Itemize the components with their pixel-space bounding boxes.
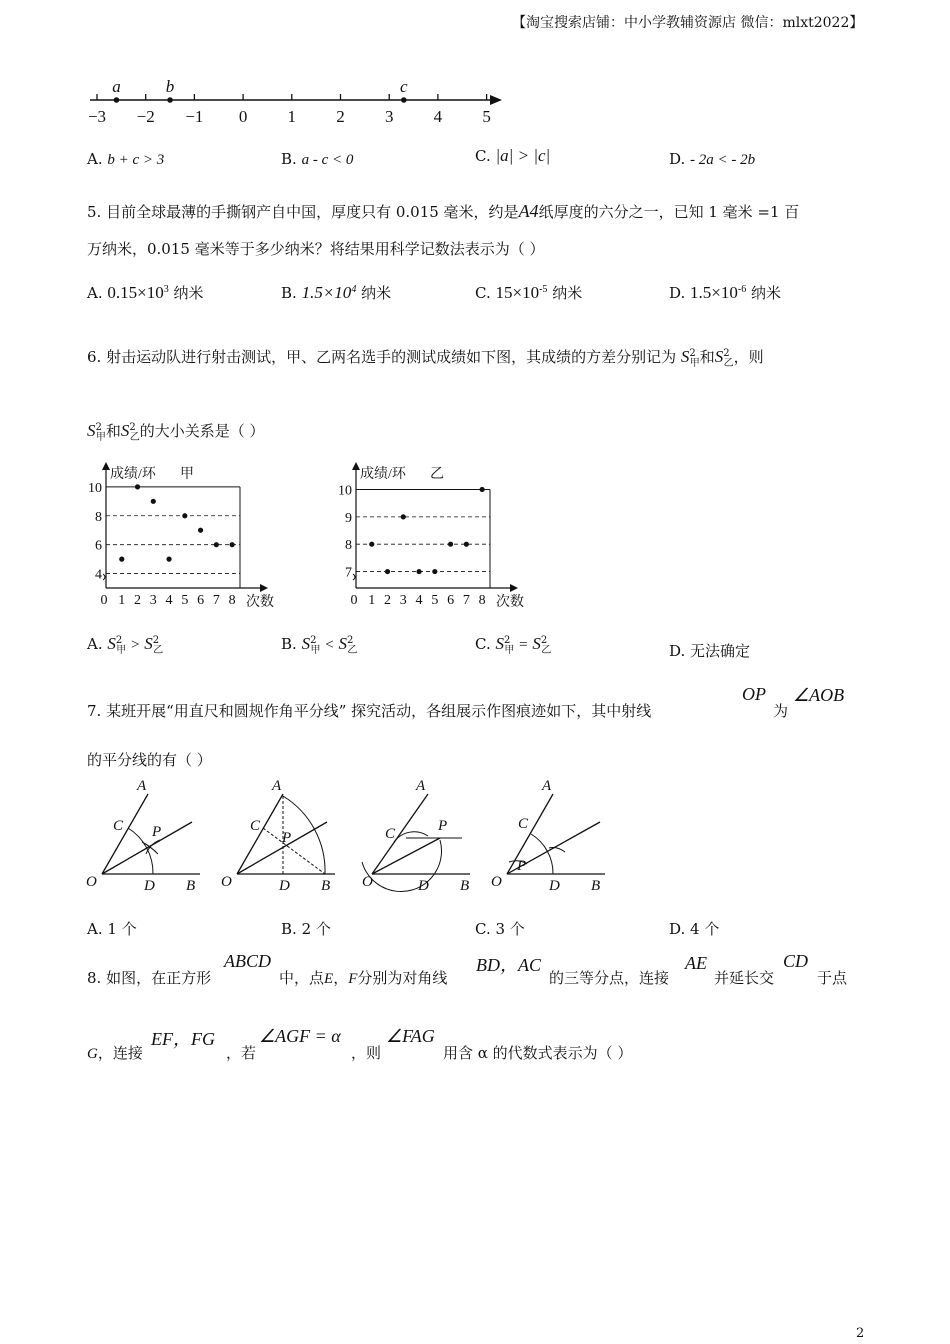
chart-x-tick-label: 0	[100, 593, 108, 608]
page-number: 2	[856, 1326, 865, 1341]
chart-x-tick-label: 8	[228, 593, 236, 608]
q8-p10: 用含 α 的代数式表示为（ ）	[443, 1044, 633, 1062]
number-line-point-a	[114, 97, 120, 103]
chart-y-label: 成绩/环	[360, 467, 406, 482]
svg-text:A: A	[272, 778, 282, 794]
chart-x-tick-label: 6	[197, 593, 205, 608]
chart-y-tick-label: 8	[345, 538, 352, 554]
chart-point	[448, 542, 453, 547]
number-line-tick-label: 4	[433, 107, 443, 126]
q6-option-b: B. $S^2_甲 < S^2_乙$	[281, 634, 358, 656]
number-line-tick-label: 1	[287, 107, 297, 126]
svg-text:P: P	[282, 830, 292, 846]
chart-x-tick-label: 4	[415, 593, 423, 608]
number-line-tick-label: 0	[238, 107, 248, 126]
q6-line1: 6. 射击运动队进行射击测试，甲、乙两名选手的测试成绩如下图，其成绩的方差分别记为 $S^2_甲$和$S^2_乙$，则	[87, 347, 764, 369]
svg-text:D: D	[279, 878, 290, 894]
q5-line1: 5. 目前全球最薄的手撕钢产自中国，厚度只有 0.015 毫米，约是A4纸厚度的六分之一，已知 1 毫米 =1 百	[87, 201, 800, 221]
chart-x-tick-label: 4	[165, 593, 173, 608]
chart-point	[182, 513, 187, 518]
svg-text:D: D	[418, 878, 429, 894]
number-line	[80, 78, 520, 128]
q8-p1: 8. 如图，在正方形	[87, 969, 212, 987]
q8-ae: AE	[685, 953, 707, 973]
chart-y-tick-label: 7	[345, 565, 352, 581]
q4-option-b-expr: a - c < 0	[301, 152, 354, 168]
q4-option-a-expr: b + c > 3	[107, 152, 165, 168]
q8-p6: 于点	[817, 969, 848, 987]
svg-text:O: O	[362, 874, 373, 890]
chart-y-arrow	[102, 462, 110, 470]
chart-y-tick-label: 8	[95, 509, 102, 525]
svg-text:C: C	[518, 816, 529, 832]
chart-title: 乙	[430, 467, 444, 482]
q8-diagonals: BD，AC	[476, 955, 541, 975]
number-line-tick-label: 3	[384, 107, 394, 126]
number-line-tick-label: −3	[87, 107, 107, 126]
chart-title: 甲	[180, 467, 194, 482]
chart-point	[230, 542, 235, 547]
chart-x-tick-label: 2	[134, 593, 142, 608]
number-line-tick-label: −2	[136, 107, 155, 126]
chart-y-tick-label: 4	[95, 567, 102, 583]
number-line-tick-label: −1	[185, 107, 204, 126]
svg-text:P: P	[517, 858, 527, 874]
q6-line2: $S^2_甲$和$S^2_乙$的大小关系是（ ）	[87, 421, 265, 443]
chart-jia	[80, 458, 290, 613]
chart-x-tick-label: 0	[350, 593, 358, 608]
q7-figure-4	[491, 778, 605, 894]
q7-option-d: D. 4 个	[669, 920, 720, 938]
svg-text:B: B	[460, 878, 470, 894]
q8-p5: 并延长交	[714, 969, 775, 987]
chart-x-tick-label: 3	[399, 593, 407, 608]
svg-text:C: C	[385, 826, 396, 842]
chart-x-tick-label: 3	[149, 593, 157, 608]
svg-text:D: D	[144, 878, 155, 894]
number-line-ticks	[88, 94, 491, 126]
chart-axis-break	[353, 574, 355, 580]
chart-point	[135, 484, 140, 489]
chart-x-tick-label: 7	[462, 593, 470, 608]
q5-option-a: A. $0.15\times 10^3$ 纳米	[87, 283, 204, 302]
number-line-point-b	[167, 97, 173, 103]
q5-option-d: D. $1.5\times 10^{-6}$ 纳米	[669, 283, 782, 302]
chart-point	[214, 542, 219, 547]
chart-yi	[330, 458, 540, 613]
svg-text:A: A	[416, 778, 426, 794]
q8-p7: G，连接	[87, 1044, 143, 1062]
q4-option-a: A. b + c > 3	[87, 150, 165, 168]
chart-x-arrow	[510, 584, 518, 592]
chart-point	[480, 487, 485, 492]
chart-point	[166, 557, 171, 562]
svg-text:O: O	[86, 874, 97, 890]
chart-x-arrow	[260, 584, 268, 592]
svg-text:B: B	[321, 878, 331, 894]
number-line-arrow	[490, 95, 502, 105]
svg-text:O: O	[491, 874, 502, 890]
q5-option-c: C. $15\times 10^{-5}$ 纳米	[475, 283, 583, 302]
q4-option-d: D. - 2a < - 2b	[669, 150, 756, 168]
page-header: 【淘宝搜索店铺：中小学教辅资源店 微信：mlxt2022】	[512, 15, 864, 31]
q8-p2: 中，点E，F分别为对角线	[279, 969, 448, 987]
q6-option-d: D. 无法确定	[669, 642, 751, 660]
svg-text:C: C	[113, 818, 124, 834]
number-line-points	[112, 78, 408, 103]
chart-x-tick-label: 5	[181, 593, 189, 608]
number-line-tick-label: 2	[336, 107, 345, 126]
q7-for: 为	[773, 702, 789, 720]
chart-point	[432, 569, 437, 574]
q4-option-c: C. |a| > |c|	[475, 146, 551, 165]
q8-square: ABCD	[224, 951, 271, 971]
chart-point	[369, 542, 374, 547]
chart-y-label: 成绩/环	[110, 467, 156, 482]
svg-text:C: C	[250, 818, 261, 834]
chart-point	[385, 569, 390, 574]
q5-option-b: B. $1.5\times 10^4$ 纳米	[281, 283, 392, 302]
q7-figures	[80, 776, 620, 896]
number-line-point-label: a	[112, 78, 121, 96]
q7-ray: OP	[742, 684, 766, 704]
q7-line2: 的平分线的有（ ）	[87, 751, 212, 769]
chart-axis-break	[103, 574, 105, 580]
number-line-point-label: c	[400, 78, 408, 96]
q8-p9: ，则	[351, 1044, 382, 1062]
chart-y-tick-label: 6	[95, 538, 102, 554]
chart-y-tick-label: 10	[338, 483, 352, 499]
chart-x-tick-label: 6	[447, 593, 455, 608]
chart-x-tick-label: 2	[384, 593, 392, 608]
q4-option-d-expr: - 2a < - 2b	[690, 152, 756, 168]
q8-fag: ∠FAG	[386, 1026, 435, 1046]
q7-option-a: A. 1 个	[87, 920, 137, 938]
q4-option-c-expr: |a| > |c|	[495, 146, 551, 165]
q7-option-b: B. 2 个	[281, 920, 331, 938]
q4-option-b: B. a - c < 0	[281, 150, 354, 168]
svg-text:O: O	[221, 874, 232, 890]
number-line-point-label: b	[165, 78, 175, 96]
q7-figure-3	[362, 778, 470, 894]
q7-angle: ∠AOB	[793, 685, 845, 705]
q6-option-a: A. $S^2_甲 > S^2_乙$	[87, 634, 164, 656]
q8-p8: ，若	[226, 1044, 257, 1062]
q8-p4: 的三等分点，连接	[549, 969, 670, 987]
chart-point	[416, 569, 421, 574]
q8-condition: ∠AGF = α	[259, 1026, 341, 1046]
chart-y-arrow	[352, 462, 360, 470]
chart-x-label: 次数	[246, 595, 274, 610]
svg-text:B: B	[186, 878, 196, 894]
svg-text:P: P	[438, 818, 448, 834]
q7-line1: 7. 某班开展“用直尺和圆规作角平分线” 探究活动，各组展示作图痕迹如下，其中射线	[87, 702, 652, 720]
svg-text:A: A	[137, 778, 147, 794]
q8-ef-fg: EF，FG	[151, 1029, 215, 1049]
q7-figure-1	[86, 778, 200, 894]
chart-x-tick-label: 5	[431, 593, 439, 608]
chart-y-tick-label: 10	[88, 480, 102, 496]
q6-option-c: C. $S^2_甲 = S^2_乙$	[475, 634, 552, 656]
svg-text:B: B	[591, 878, 601, 894]
svg-text:A: A	[542, 778, 552, 794]
number-line-tick-label: 5	[482, 107, 491, 126]
svg-text:D: D	[549, 878, 560, 894]
chart-point	[119, 557, 124, 562]
svg-text:P: P	[152, 824, 162, 840]
q7-option-c: C. 3 个	[475, 920, 525, 938]
chart-point	[464, 542, 469, 547]
q7-figure-2	[221, 778, 335, 894]
q5-line2: 万纳米，0.015 毫米等于多少纳米？将结果用科学记数法表示为（ ）	[87, 240, 545, 258]
chart-point	[401, 514, 406, 519]
chart-x-tick-label: 1	[368, 593, 376, 608]
chart-x-label: 次数	[496, 595, 524, 610]
chart-y-tick-label: 9	[345, 510, 352, 526]
q8-cd: CD	[783, 951, 809, 971]
chart-x-tick-label: 1	[118, 593, 126, 608]
chart-point	[198, 528, 203, 533]
number-line-point-c	[401, 97, 407, 103]
chart-point	[151, 499, 156, 504]
chart-x-tick-label: 8	[478, 593, 486, 608]
chart-x-tick-label: 7	[212, 593, 220, 608]
